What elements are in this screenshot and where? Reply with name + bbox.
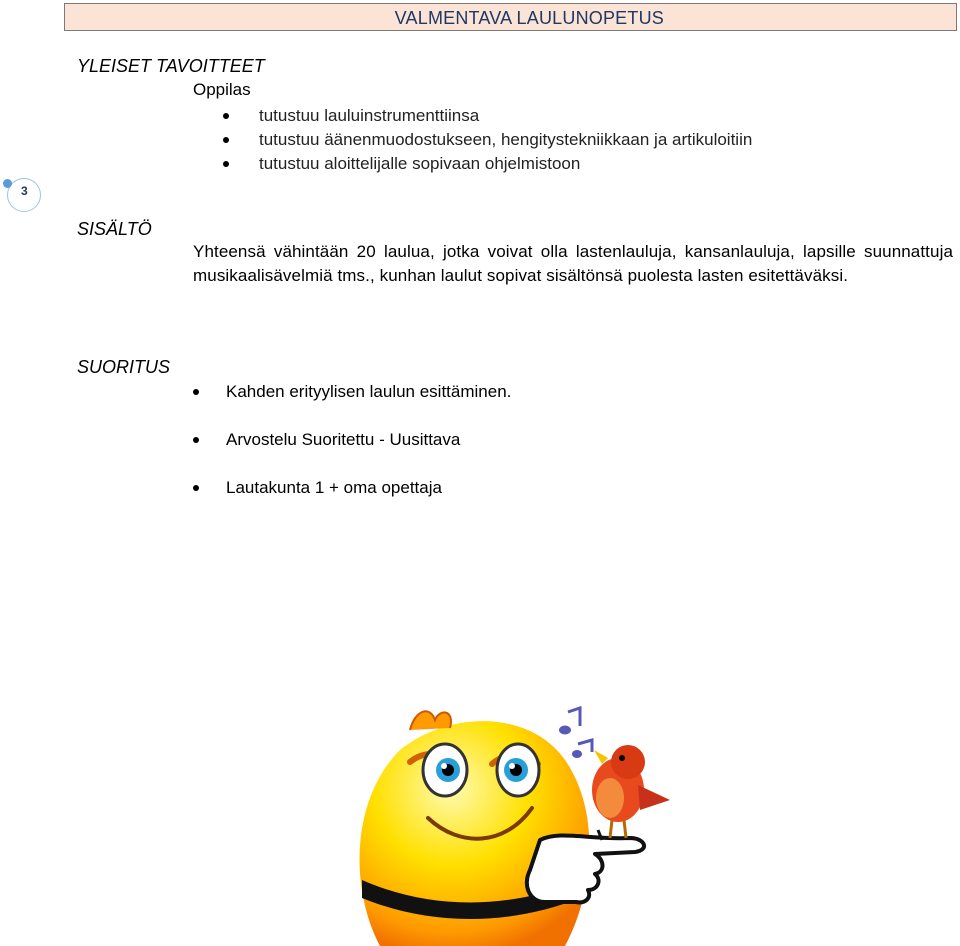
page-badge-dot — [3, 179, 12, 188]
goals-heading: YLEISET TAVOITTEET — [77, 56, 265, 76]
singing-smiley-illustration — [340, 690, 680, 946]
header-banner — [64, 3, 957, 31]
content-paragraph: Yhteensä vähintään 20 laulua, jotka voivat olla lastenlauluja, kansanlauluja, lapsille suunnattuja musikaalisävelmiä tms., kunhan laulut sopivat sisältönsä puolesta lasten esitettäväksi. — [193, 242, 953, 285]
document-title: VALMENTAVA LAULUNOPETUS — [394, 8, 664, 28]
content-heading: SISÄLTÖ — [77, 219, 152, 239]
music-note-icon — [559, 708, 592, 758]
bird-icon — [592, 745, 670, 838]
page-number: 3 — [21, 184, 28, 198]
pointing-hand-icon — [527, 830, 644, 902]
goals-subject: Oppilas — [193, 80, 251, 99]
performance-heading: SUORITUS — [77, 357, 171, 377]
smiley-face-icon — [360, 711, 590, 946]
